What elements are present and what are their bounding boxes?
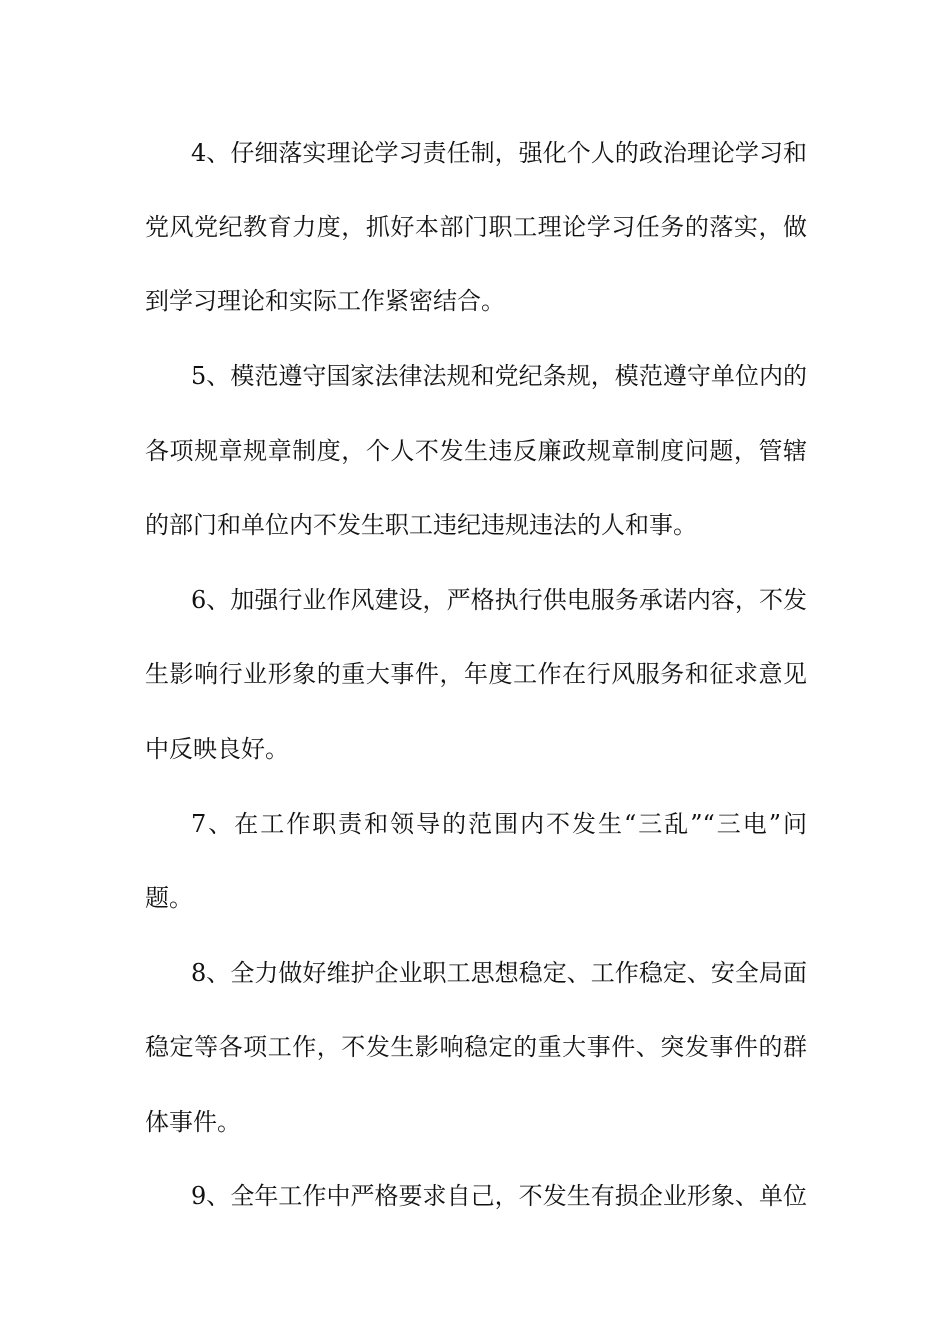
paragraph-line: 的部门和单位内不发生职工违纪违规违法的人和事。 bbox=[145, 511, 697, 539]
paragraph-line: 7、在工作职责和领导的范围内不发生“三乱”“三电”问 bbox=[191, 810, 807, 838]
paragraph-line: 5、模范遵守国家法律法规和党纪条规，模范遵守单位内的 bbox=[191, 362, 807, 390]
paragraph-line: 4、仔细落实理论学习责任制，强化个人的政治理论学习和 bbox=[191, 139, 807, 167]
paragraph-line: 中反映良好。 bbox=[145, 735, 289, 763]
paragraph-line: 到学习理论和实际工作紧密结合。 bbox=[145, 287, 505, 315]
paragraph-line: 6、加强行业作风建设，严格执行供电服务承诺内容，不发 bbox=[191, 586, 807, 614]
paragraph-line: 生影响行业形象的重大事件，年度工作在行风服务和征求意见 bbox=[145, 660, 807, 688]
paragraph-line: 题。 bbox=[145, 884, 193, 912]
paragraph-line: 各项规章规章制度，个人不发生违反廉政规章制度问题，管辖 bbox=[145, 437, 807, 465]
paragraph-line: 9、全年工作中严格要求自己，不发生有损企业形象、单位 bbox=[191, 1182, 807, 1210]
paragraph-line: 稳定等各项工作，不发生影响稳定的重大事件、突发事件的群 bbox=[145, 1033, 807, 1061]
paragraph-line: 党风党纪教育力度，抓好本部门职工理论学习任务的落实，做 bbox=[145, 213, 807, 241]
paragraph-line: 体事件。 bbox=[145, 1108, 241, 1136]
paragraph-line: 8、全力做好维护企业职工思想稳定、工作稳定、安全局面 bbox=[191, 959, 807, 987]
